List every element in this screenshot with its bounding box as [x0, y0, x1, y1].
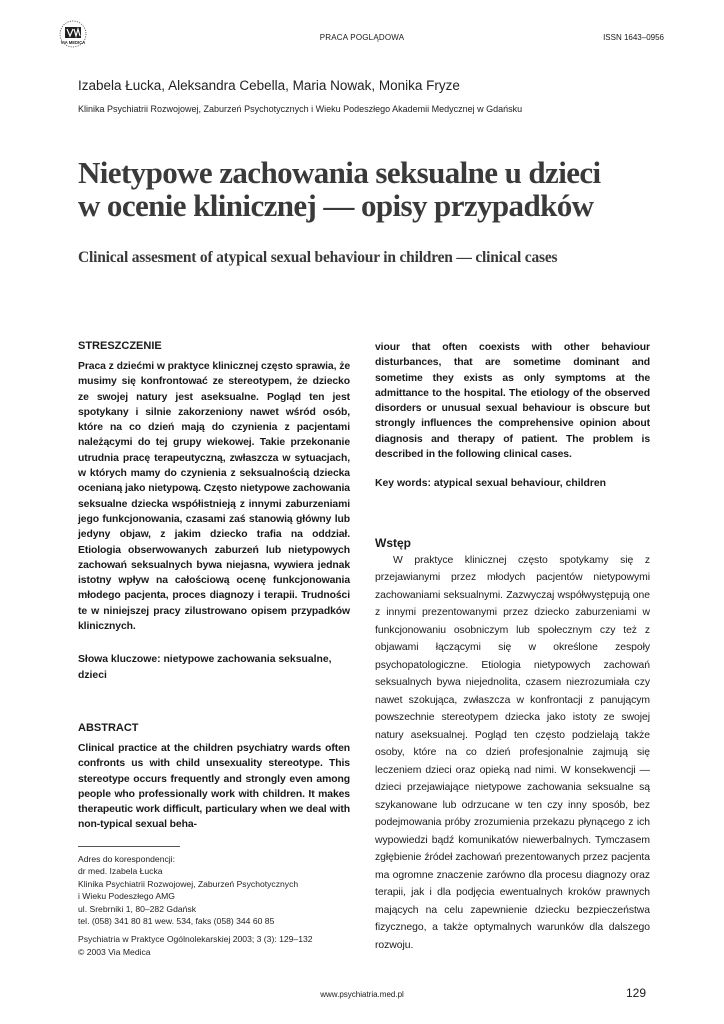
article-type: PRACA POGLĄDOWA — [319, 33, 405, 42]
key-words: Key words: atypical sexual behaviour, children — [375, 478, 606, 490]
abstract-heading: ABSTRACT — [78, 721, 139, 734]
authors: Izabela Łucka, Aleksandra Cebella, Maria Nowak, Monika Fryze — [78, 78, 460, 93]
logo-text: VIA MEDICA — [60, 40, 86, 45]
streszczenie-text: Praca z dziećmi w praktyce klinicznej często sprawia, że musimy się konfrontować ze stereotypem, że dziecko ze swojej natury jest aseksualne. Pogląd ten jest spotykany i silnie zakorzeniony nawet wśród osób, które na co dzień mają do czynienia z pacjentami należącymi do tej grupy wiekowej. Takie przekonanie utrudnia pracę terapeutyczną, zwłaszcza w sytuacjach, w których mamy do czynienia z seksualnością dziecka ocenianą jako nietypową. Często nietypowe zachowania seksualne dziecka współistnieją z innymi zaburzeniami jego funkcjonowania, czasami zaś stanowią główny lub jedyny objaw, z jakim dziecko trafia na oddział. Etiologia obserwowanych zaburzeń lub nietypowych zachowań seksualnych bywa niejasna, wywiera jednak istotny wpływ na całościową ocenę funkcjonowania młodego pacjenta, proces diagnozy i terapii. Trudności te w niniejszej pracy zilustrowano opisem przypadków klinicznych. — [78, 361, 350, 633]
wstep-text: W praktyce klinicznej często spotykamy się z przejawianymi przez młodych pacjentów nietypowymi zachowaniami seksualnymi. Zazwyczaj współwystępują one z innymi prezentowanymi przez dziecko zaburzeniami w funkcjonowaniu osobniczym lub społecznym czy też z objawami łączącymi się w określone zespoły psychopatologiczne. Etiologia nietypowych zachowań seksualnych bywa niejednolita, czasem niezrozumiała czy nawet szokująca, zwłaszcza w konfrontacji z panującym powszechnie stereotypem dziecka jako istoty ze swojej natury aseksualnej. Pogląd ten często podzielają także osoby, które na co dzień profesjonalnie zajmują się leczeniem dzieci oraz opieką nad nimi. W konsekwencji — dzieci przejawiające nietypowe zachowania seksualne są szykanowane lub odrzucane w ten czy inny sposób, bez podejmowania próby zrozumienia przekazu płynącego z ich wypowiedzi bądź komunikatów niewerbalnych. Tymczasem zgłębienie źródeł zachowań prezentowanych przez pacjenta ma ogromne znaczenie zarówno dla procesu diagnozy oraz terapii, jak i dla podjęcia ewentualnych kroków prawnych mających na celu zapewnienie dziecku bezpieczeństwa fizycznego, a także optymalnych warunków dla dalszego rozwoju. — [375, 554, 650, 951]
right-column — [375, 340, 650, 954]
footnote-line: Adres do korespondencji: — [78, 854, 175, 864]
streszczenie-heading: STRESZCZENIE — [78, 340, 162, 352]
title-line-2: w ocenie klinicznej — opisy przypadków — [78, 188, 594, 223]
title-line-1: Nietypowe zachowania seksualne u dzieci — [78, 155, 601, 190]
page-number: 129 — [625, 986, 646, 1000]
issn: ISSN 1643–0956 — [603, 33, 664, 42]
wstep-heading: Wstęp — [375, 535, 411, 550]
footnote-line: Klinika Psychiatrii Rozwojowej, Zaburzeń Psychotycznych — [78, 878, 299, 889]
article-title — [78, 156, 678, 222]
left-column — [78, 340, 350, 833]
correspondence-footnote — [78, 853, 350, 958]
footnote-line: tel. (058) 341 80 81 wew. 534, faks (058) 344 60 85 — [78, 916, 275, 927]
citation-line: Psychiatria w Praktyce Ogólnolekarskiej 2003; 3 (3): 129–132 — [78, 934, 313, 945]
slowa-kluczowe: Słowa kluczowe: nietypowe zachowania seksualne, dzieci — [78, 654, 332, 681]
journal-website: www.psychiatria.med.pl — [320, 990, 404, 999]
footnote-divider — [78, 846, 180, 847]
english-title: Clinical assesment of atypical sexual behaviour in children — clinical cases — [78, 249, 558, 266]
copyright-line: © 2003 Via Medica — [78, 946, 151, 957]
abstract-text-part2: viour that often coexists with other behaviour disturbances, that are sometime dominant and sometime they exists as only symptoms at the admittance to the hospital. The etiology of the observed disorders or unusual sexual behaviour is obscure but strongly influences the comprehensive opinion about diagnosis and therapy of patient. The problem is described in the following clinical cases. — [375, 342, 650, 461]
footnote-line: dr med. Izabela Łucka — [78, 866, 163, 877]
affiliation: Klinika Psychiatrii Rozwojowej, Zaburzeń Psychotycznych i Wieku Podeszłego Akademii Medycznej w Gdańsku — [78, 104, 523, 114]
footnote-line: i Wieku Podeszłego AMG — [78, 891, 175, 902]
footnote-line: ul. Srebrniki 1, 80–282 Gdańsk — [78, 903, 196, 914]
abstract-text-part1: Clinical practice at the children psychiatry wards often confronts us with child unsexuality stereotype. This stereotype occurs frequently and strongly even among people who professionally work with children. It makes therapeutic work difficult, particulary when we deal with non-typical sexual beha- — [78, 742, 350, 831]
